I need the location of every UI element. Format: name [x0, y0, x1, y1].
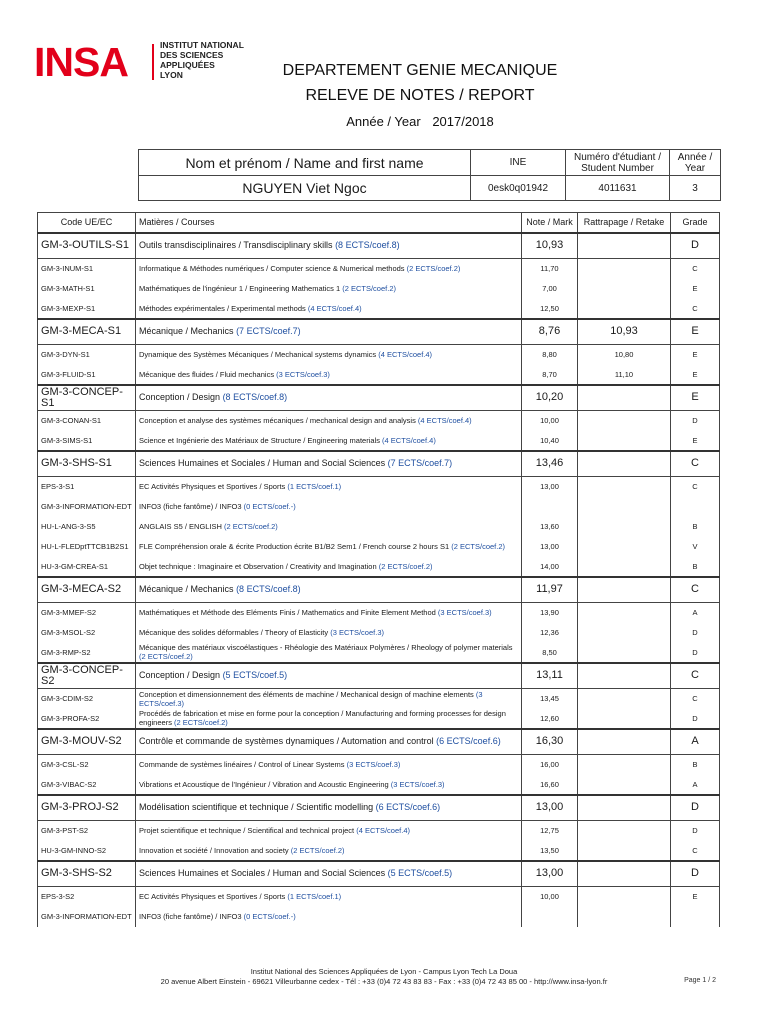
course-retake [578, 663, 671, 689]
course-retake [578, 841, 671, 861]
ec-row [38, 603, 720, 623]
course-ects: (4 ECTS/coef.4) [307, 303, 362, 313]
course-name: INFO3 (fiche fantôme) / INFO3 [139, 912, 244, 921]
course-ects: (7 ECTS/coef.7) [387, 458, 453, 469]
course-retake: 10,93 [578, 319, 671, 345]
ec-row [38, 299, 720, 319]
course-grade: C [671, 477, 720, 497]
course-title [136, 887, 522, 907]
course-name: Conception / Design [139, 670, 223, 681]
course-mark: 11,97 [522, 577, 578, 603]
report-title: RELEVE DE NOTES / REPORT [305, 87, 535, 104]
ec-row [38, 537, 720, 557]
ec-row [38, 709, 720, 729]
course-code: GM-3-CONCEP-S1 [38, 385, 136, 411]
course-title [136, 319, 522, 345]
course-mark: 7,00 [522, 279, 578, 299]
course-mark: 10,20 [522, 385, 578, 411]
course-retake [578, 517, 671, 537]
course-code: EPS-3-S1 [38, 477, 136, 497]
grades-body [38, 233, 720, 927]
course-grade: E [671, 365, 720, 385]
course-ects: (3 ECTS/coef.3) [346, 760, 401, 770]
course-title [136, 689, 522, 709]
course-ects: (2 ECTS/coef.2) [342, 284, 396, 293]
grades-table [37, 212, 720, 927]
col-retake: Rattrapage / Retake [578, 213, 671, 233]
course-retake [578, 887, 671, 907]
logo-line: INSTITUT NATIONAL [160, 40, 244, 50]
course-ects: (0 ECTS/coef.-) [243, 912, 296, 921]
course-grade: B [671, 517, 720, 537]
course-grade: D [671, 709, 720, 729]
course-mark: 10,00 [522, 887, 578, 907]
course-mark: 16,60 [522, 775, 578, 795]
course-title [136, 663, 522, 689]
course-retake [578, 497, 671, 517]
course-code: GM-3-MEXP-S1 [38, 299, 136, 319]
course-ects: (0 ECTS/coef.-) [243, 502, 296, 511]
course-grade: D [671, 233, 720, 259]
course-grade [671, 497, 720, 517]
course-ects: (6 ECTS/coef.6) [436, 736, 501, 747]
course-mark: 10,40 [522, 431, 578, 451]
ec-row [38, 689, 720, 709]
course-retake [578, 689, 671, 709]
course-retake [578, 431, 671, 451]
ec-row [38, 497, 720, 517]
ec-row [38, 557, 720, 577]
course-retake [578, 557, 671, 577]
course-mark: 8,70 [522, 365, 578, 385]
ec-row [38, 517, 720, 537]
course-name: Mathématiques et Méthode des Eléments Finis / Mathematics and Finite Element Method [139, 608, 438, 618]
course-grade: C [671, 689, 720, 709]
course-name: Dynamique des Systèmes Mécaniques / Mechanical systems dynamics [139, 350, 379, 360]
course-grade: C [671, 299, 720, 319]
course-grade: C [671, 259, 720, 279]
col-course: Matières / Courses [136, 213, 522, 233]
course-retake: 11,10 [578, 365, 671, 385]
ue-row [38, 729, 720, 755]
course-ects: (2 ECTS/coef.2) [174, 718, 228, 727]
course-title [136, 259, 522, 279]
ec-row [38, 775, 720, 795]
course-code: GM-3-MATH-S1 [38, 279, 136, 299]
course-title [136, 345, 522, 365]
col-grade: Grade [671, 213, 720, 233]
course-ects: (2 ECTS/coef.2) [451, 542, 506, 551]
course-title [136, 643, 522, 663]
course-grade: D [671, 643, 720, 663]
course-retake [578, 623, 671, 643]
student-number-label-fr: Numéro d'étudiant / [574, 151, 661, 163]
student-name: NGUYEN Viet Ngoc [139, 176, 471, 201]
course-grade: V [671, 537, 720, 557]
ue-row [38, 795, 720, 821]
logo-brand: INSA [34, 39, 128, 85]
course-title [136, 451, 522, 477]
ue-row [38, 861, 720, 887]
course-grade: E [671, 345, 720, 365]
course-retake [578, 411, 671, 431]
footer-address: 20 avenue Albert Einstein - 69621 Villeurbanne cedex - Tél : +33 (0)4 72 43 83 83 - Fax : +33 (0)4 72 43 85 00 - http://www.insa-lyon.fr [160, 977, 608, 986]
course-ects: (3 ECTS/coef.3) [139, 689, 483, 708]
ec-row [38, 887, 720, 907]
logo-divider [152, 44, 154, 80]
course-retake [578, 577, 671, 603]
course-grade: D [671, 861, 720, 887]
course-retake: 10,80 [578, 345, 671, 365]
course-name: Sciences Humaines et Sociales / Human and Social Sciences [139, 458, 388, 469]
course-retake [578, 861, 671, 887]
course-mark: 13,90 [522, 603, 578, 623]
course-title [136, 755, 522, 775]
ue-row [38, 451, 720, 477]
course-name: Mécanique des fluides / Fluid mechanics [139, 369, 277, 379]
course-title [136, 557, 522, 577]
course-title [136, 821, 522, 841]
logo-line: APPLIQUÉES [160, 60, 215, 70]
course-mark: 10,93 [522, 233, 578, 259]
course-code: GM-3-VIBAC-S2 [38, 775, 136, 795]
col-code: Code UE/EC [38, 213, 136, 233]
year-col-label [670, 150, 721, 176]
course-name: ANGLAIS S5 / ENGLISH [139, 522, 225, 531]
course-title [136, 709, 522, 729]
course-name: INFO3 (fiche fantôme) / INFO3 [139, 502, 244, 511]
course-grade: C [671, 451, 720, 477]
course-code: GM-3-PROFA-S2 [38, 709, 136, 729]
course-name: Commande de systèmes linéaires / Control of Linear Systems [139, 760, 347, 770]
logo-line: LYON [160, 70, 183, 80]
course-name: Conception et dimensionnement des éléments de machine / Mechanical design of machine elements [139, 689, 476, 699]
course-retake [578, 795, 671, 821]
col-mark: Note / Mark [522, 213, 578, 233]
course-code: GM-3-FLUID-S1 [38, 365, 136, 385]
course-name: Modélisation scientifique et technique / Scientific modelling [139, 802, 376, 813]
ue-row [38, 577, 720, 603]
course-code: HU-L-ANG-3-S5 [38, 517, 136, 537]
student-info-table [138, 149, 721, 201]
course-code: GM-3-CONAN-S1 [38, 411, 136, 431]
ec-row [38, 643, 720, 663]
course-title [136, 431, 522, 451]
course-grade: E [671, 385, 720, 411]
course-name: Informatique & Méthodes numériques / Computer science & Numerical methods [139, 264, 407, 274]
course-retake [578, 709, 671, 729]
course-grade: C [671, 577, 720, 603]
course-mark: 13,46 [522, 451, 578, 477]
course-ects: (2 ECTS/coef.2) [406, 264, 461, 274]
course-ects: (4 ECTS/coef.4) [382, 435, 436, 445]
course-ects: (1 ECTS/coef.1) [287, 892, 342, 902]
course-title [136, 497, 522, 517]
course-code: GM-3-RMP-S2 [38, 643, 136, 663]
course-title [136, 411, 522, 431]
course-code: GM-3-SHS-S2 [38, 861, 136, 887]
course-code: GM-3-INUM-S1 [38, 259, 136, 279]
course-mark [522, 907, 578, 927]
year-value: 2017/2018 [432, 114, 494, 129]
course-retake [578, 643, 671, 663]
course-code: GM-3-PST-S2 [38, 821, 136, 841]
year-col-label-en: Year [684, 162, 706, 174]
course-name: Mécanique des solides déformables / Theory of Elasticity [139, 628, 331, 637]
course-grade: E [671, 319, 720, 345]
course-ects: (3 ECTS/coef.3) [276, 369, 330, 379]
course-mark: 8,50 [522, 643, 578, 663]
course-code: GM-3-SHS-S1 [38, 451, 136, 477]
course-mark: 8,76 [522, 319, 578, 345]
course-mark: 13,11 [522, 663, 578, 689]
course-mark: 12,75 [522, 821, 578, 841]
course-code: GM-3-CONCEP-S2 [38, 663, 136, 689]
course-name: Projet scientifique et technique / Scientifical and technical project [139, 826, 357, 836]
course-name: Conception / Design [139, 392, 223, 403]
course-title [136, 299, 522, 319]
course-code: GM-3-INFORMATION-EDT [38, 907, 136, 927]
course-ects: (3 ECTS/coef.3) [437, 608, 492, 618]
course-code: GM-3-DYN-S1 [38, 345, 136, 365]
student-number-label-en: Student Number [581, 162, 654, 174]
ec-row [38, 365, 720, 385]
course-code: HU-3-GM-CREA-S1 [38, 557, 136, 577]
course-mark: 12,60 [522, 709, 578, 729]
course-name: Innovation et société / Innovation and society [139, 845, 291, 855]
course-mark: 13,00 [522, 537, 578, 557]
ue-row [38, 663, 720, 689]
course-code: GM-3-PROJ-S2 [38, 795, 136, 821]
course-code: GM-3-MMEF-S2 [38, 603, 136, 623]
page-number: Page 1 / 2 [684, 977, 716, 984]
course-grade: B [671, 557, 720, 577]
course-name: Contrôle et commande de systèmes dynamiques / Automation and control [139, 736, 437, 747]
ue-row [38, 319, 720, 345]
course-mark: 10,00 [522, 411, 578, 431]
academic-year [200, 114, 640, 129]
course-retake [578, 477, 671, 497]
ec-row [38, 623, 720, 643]
year-label: Année / Year [346, 114, 421, 129]
course-retake [578, 451, 671, 477]
ec-row [38, 841, 720, 861]
course-title [136, 775, 522, 795]
course-mark: 12,36 [522, 623, 578, 643]
course-mark: 16,00 [522, 755, 578, 775]
course-name: Mathématiques de l'ingénieur 1 / Engineering Mathematics 1 [139, 284, 343, 293]
course-retake [578, 603, 671, 623]
course-ects: (6 ECTS/coef.6) [375, 802, 441, 813]
student-number: 4011631 [566, 176, 670, 201]
course-title [136, 623, 522, 643]
course-grade: D [671, 623, 720, 643]
course-ects: (4 ECTS/coef.4) [378, 350, 433, 360]
course-grade: A [671, 729, 720, 755]
student-ine: 0esk0q01942 [471, 176, 566, 201]
course-name: EC Activités Physiques et Sportives / Sports [139, 482, 288, 492]
course-code: EPS-3-S2 [38, 887, 136, 907]
course-retake [578, 729, 671, 755]
ec-row [38, 279, 720, 299]
course-ects: (3 ECTS/coef.3) [330, 628, 384, 637]
ec-row [38, 411, 720, 431]
student-number-label [566, 150, 670, 176]
course-ects: (1 ECTS/coef.1) [287, 482, 342, 492]
course-ects: (3 ECTS/coef.3) [390, 779, 445, 789]
course-code: HU-L-FLEDptTTCB1B2S1 [38, 537, 136, 557]
year-col-label-fr: Année / [677, 151, 713, 163]
course-code: HU-3-GM-INNO-S2 [38, 841, 136, 861]
course-name: Mécanique / Mechanics [139, 584, 237, 595]
course-grade: C [671, 841, 720, 861]
course-name: FLE Compréhension orale & écrite Production écrite B1/B2 Sem1 / French course 2 hours S1 [139, 542, 452, 551]
course-mark: 13,45 [522, 689, 578, 709]
course-name: Outils transdisciplinaires / Transdisciplinary skills [139, 240, 336, 251]
course-mark: 14,00 [522, 557, 578, 577]
logo-line: DES SCIENCES [160, 50, 224, 60]
course-title [136, 861, 522, 887]
course-title [136, 577, 522, 603]
course-retake [578, 299, 671, 319]
course-name: Mécanique / Mechanics [139, 326, 237, 337]
ec-row [38, 259, 720, 279]
course-name: Vibrations et Acoustique de l'Ingénieur / Vibration and Acoustic Engineering [139, 779, 391, 789]
course-ects: (2 ECTS/coef.2) [139, 652, 193, 661]
course-name: Sciences Humaines et Sociales / Human and Social Sciences [139, 868, 388, 879]
course-name: Procédés de fabrication et mise en forme pour la conception / Manufacturing and forming processes for design engineers [139, 709, 506, 727]
course-mark: 13,00 [522, 795, 578, 821]
course-ects: (8 ECTS/coef.8) [222, 392, 288, 403]
course-code: GM-3-CDIM-S2 [38, 689, 136, 709]
course-mark: 8,80 [522, 345, 578, 365]
name-label: Nom et prénom / Name and first name [139, 150, 471, 176]
course-grade: D [671, 411, 720, 431]
course-title [136, 795, 522, 821]
course-ects: (4 ECTS/coef.4) [417, 416, 472, 426]
course-title [136, 729, 522, 755]
course-code: GM-3-CSL-S2 [38, 755, 136, 775]
course-retake [578, 775, 671, 795]
course-grade: B [671, 755, 720, 775]
course-code: GM-3-INFORMATION-EDT [38, 497, 136, 517]
course-retake [578, 755, 671, 775]
course-code: GM-3-MSOL-S2 [38, 623, 136, 643]
course-name: Science et Ingénierie des Matériaux de Structure / Engineering materials [139, 435, 383, 445]
course-retake [578, 537, 671, 557]
course-code: GM-3-MECA-S2 [38, 577, 136, 603]
course-code: GM-3-OUTILS-S1 [38, 233, 136, 259]
ec-row [38, 755, 720, 775]
course-ects: (5 ECTS/coef.5) [222, 670, 288, 681]
course-grade: E [671, 887, 720, 907]
course-name: Méthodes expérimentales / Experimental methods [139, 303, 308, 313]
course-name: EC Activités Physiques et Sportives / Sports [139, 892, 288, 902]
ec-row [38, 907, 720, 927]
ec-row [38, 477, 720, 497]
course-retake [578, 259, 671, 279]
course-ects: (2 ECTS/coef.2) [224, 522, 278, 531]
course-name: Mécanique des matériaux viscoélastiques - Rhéologie des Matériaux Polymères / Rheology of polymer materials [139, 643, 513, 652]
course-ects: (8 ECTS/coef.8) [236, 584, 301, 595]
department-title: DEPARTEMENT GENIE MECANIQUE [282, 62, 558, 79]
course-title [136, 537, 522, 557]
course-title [136, 365, 522, 385]
ec-row [38, 345, 720, 365]
course-grade: D [671, 821, 720, 841]
course-grade: A [671, 775, 720, 795]
course-name: Conception et analyse des systèmes mécaniques / mechanical design and analysis [139, 416, 418, 426]
course-grade [671, 907, 720, 927]
course-grade: A [671, 603, 720, 623]
course-grade: C [671, 663, 720, 689]
course-retake [578, 233, 671, 259]
course-title [136, 477, 522, 497]
course-code: GM-3-SIMS-S1 [38, 431, 136, 451]
course-mark: 12,50 [522, 299, 578, 319]
course-mark: 13,50 [522, 841, 578, 861]
ue-row [38, 385, 720, 411]
course-title [136, 233, 522, 259]
course-code: GM-3-MECA-S1 [38, 319, 136, 345]
course-mark: 13,60 [522, 517, 578, 537]
course-mark: 13,00 [522, 477, 578, 497]
ue-row [38, 233, 720, 259]
course-title [136, 907, 522, 927]
course-ects: (2 ECTS/coef.2) [378, 561, 433, 571]
course-grade: D [671, 795, 720, 821]
course-retake [578, 907, 671, 927]
course-title [136, 385, 522, 411]
course-title [136, 841, 522, 861]
course-title [136, 517, 522, 537]
course-retake [578, 821, 671, 841]
course-title [136, 603, 522, 623]
course-name: Objet technique : Imaginaire et Observation / Creativity and Imagination [139, 561, 379, 571]
course-mark: 13,00 [522, 861, 578, 887]
ec-row [38, 431, 720, 451]
course-retake [578, 385, 671, 411]
course-grade: E [671, 279, 720, 299]
course-ects: (7 ECTS/coef.7) [236, 326, 301, 337]
course-retake [578, 279, 671, 299]
course-grade: E [671, 431, 720, 451]
course-mark: 11,70 [522, 259, 578, 279]
course-title [136, 279, 522, 299]
course-ects: (8 ECTS/coef.8) [335, 240, 400, 251]
course-ects: (4 ECTS/coef.4) [356, 826, 410, 836]
course-mark [522, 497, 578, 517]
course-ects: (2 ECTS/coef.2) [290, 845, 345, 855]
course-code: GM-3-MOUV-S2 [38, 729, 136, 755]
ine-label: INE [471, 150, 566, 176]
course-ects: (5 ECTS/coef.5) [387, 868, 453, 879]
footer-institution: Institut National des Sciences Appliquées de Lyon - Campus Lyon Tech La Doua [250, 967, 518, 976]
student-year: 3 [670, 176, 721, 201]
course-mark: 16,30 [522, 729, 578, 755]
ec-row [38, 821, 720, 841]
